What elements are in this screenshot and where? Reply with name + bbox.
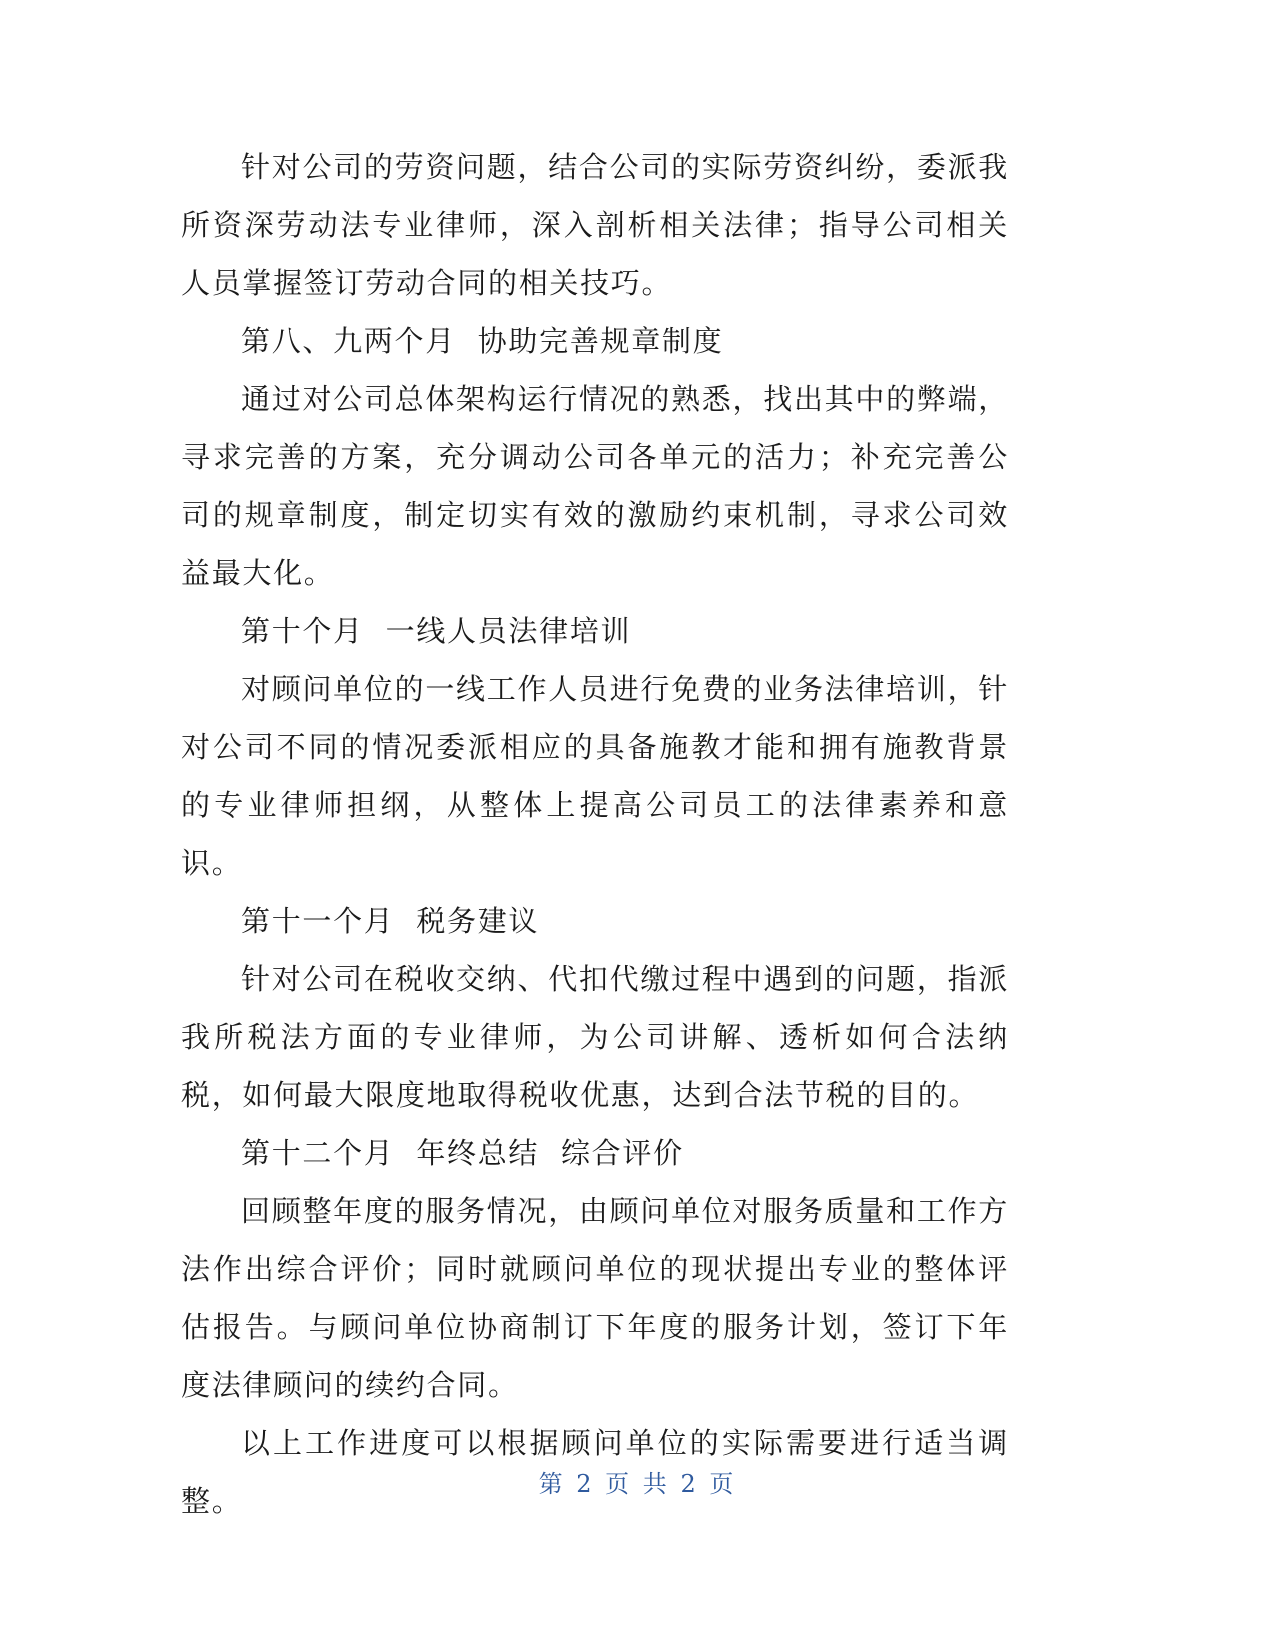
heading-months-8-9: 第八、九两个月 协助完善规章制度: [241, 324, 724, 358]
paragraph-legal-training: 对顾问单位的一线工作人员进行免费的业务法律培训，针对公司不同的情况委派相应的具备施教才能和拥有施教背景的专业律师担纲，从整体上提高公司员工的法律素养和意识。: [181, 672, 1009, 880]
paragraph-rules-regulations: 通过对公司总体架构运行情况的熟悉，找出其中的弊端，寻求完善的方案，充分调动公司各单元的活力；补充完善公司的规章制度，制定切实有效的激励约束机制，寻求公司效益最大化。: [181, 382, 1009, 590]
paragraph-closing-note: 以上工作进度可以根据顾问单位的实际需要进行适当调整。: [181, 1426, 1009, 1518]
paragraph-annual-review: 回顾整年度的服务情况，由顾问单位对服务质量和工作方法作出综合评价；同时就顾问单位的现状提出专业的整体评估报告。与顾问单位协商制订下年度的服务计划，签订下年度法律顾问的续约合同。: [181, 1194, 1009, 1402]
heading-month-11: 第十一个月 税务建议: [241, 904, 540, 938]
paragraph-labor-issues: 针对公司的劳资问题，结合公司的实际劳资纠纷，委派我所资深劳动法专业律师，深入剖析相关法律；指导公司相关人员掌握签订劳动合同的相关技巧。: [181, 150, 1009, 300]
heading-month-12: 第十二个月 年终总结 综合评价: [241, 1136, 684, 1170]
page-number: 第 2 页 共 2 页: [538, 1470, 737, 1498]
page-footer: [0, 1464, 1275, 1499]
heading-month-10: 第十个月 一线人员法律培训: [241, 614, 632, 648]
paragraph-tax-advice: 针对公司在税收交纳、代扣代缴过程中遇到的问题，指派我所税法方面的专业律师，为公司讲解、透析如何合法纳税，如何最大限度地取得税收优惠，达到合法节税的目的。: [181, 962, 1009, 1112]
document-body: [181, 138, 1009, 1530]
